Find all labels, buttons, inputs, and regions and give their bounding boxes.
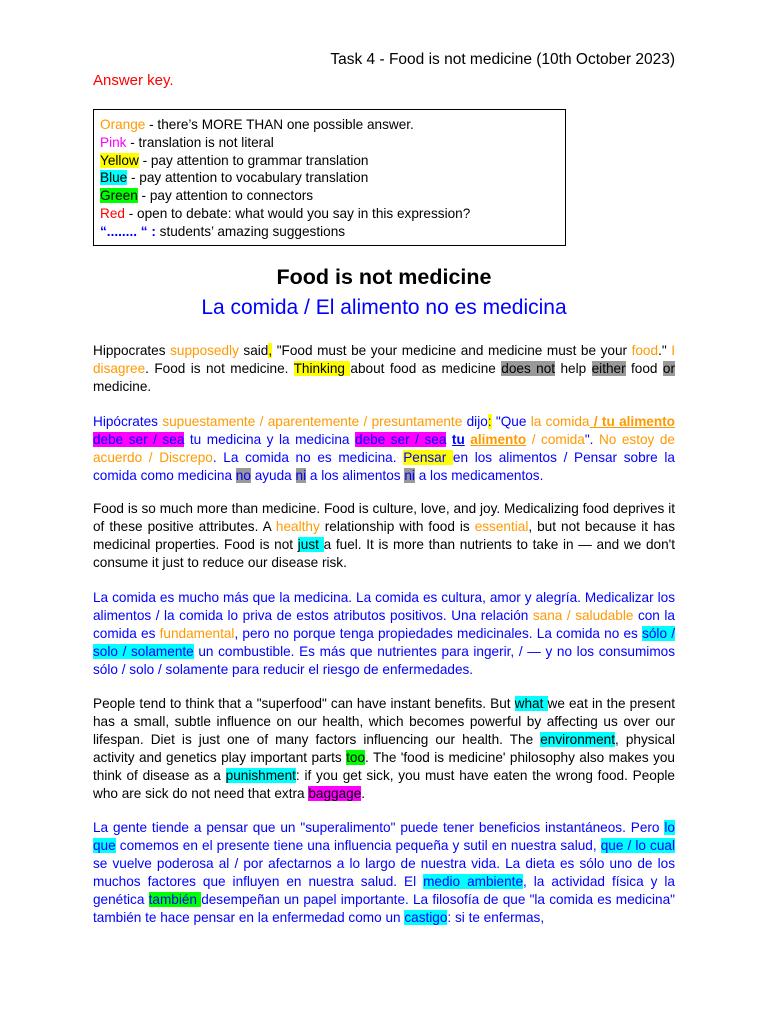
text-run: que / lo cual bbox=[600, 837, 675, 853]
text-run: se vuelve poderosa al / por afectarnos a lo largo de nuestra vida. La dieta es sólo uno de los muchos factores que influyen en nuestra salud. El bbox=[93, 855, 675, 889]
text-run: / tu alimento bbox=[589, 414, 675, 429]
legend-row-suggestions bbox=[100, 223, 559, 241]
text-run: . bbox=[361, 785, 366, 801]
article-title: Food is not medicine bbox=[276, 265, 492, 289]
legend-green-label: Green bbox=[100, 188, 138, 204]
text-run: supuestamente / aparentemente / presuntamente bbox=[162, 414, 463, 429]
text-run: : si te enfermas, bbox=[447, 909, 545, 925]
text-run: , bbox=[268, 343, 273, 358]
legend-row-pink bbox=[100, 134, 559, 152]
legend-red-label: Red bbox=[100, 205, 125, 221]
legend-dots-text: students’ amazing suggestions bbox=[155, 223, 346, 239]
text-run: dijo bbox=[462, 414, 488, 429]
text-run: said bbox=[238, 343, 269, 358]
text-run: . The 'food is medicine' philosophy also makes you think of disease as a bbox=[93, 749, 675, 783]
text-run: La comida es mucho más que la medicina. La comida es cultura, amor y alegría. Medicalizar los alimentos / la comida lo priva de estos atributos positivos. Una relación bbox=[93, 590, 675, 623]
text-run: either bbox=[591, 360, 626, 376]
paragraph-es-2 bbox=[93, 589, 675, 679]
text-run: Pensar bbox=[403, 449, 453, 465]
text-run: Food is so much more than medicine. Food is culture, love, and joy. Medicalizing food deprives it of these positive attributes. A bbox=[93, 501, 675, 534]
text-run: ." bbox=[658, 343, 672, 358]
text-run: just bbox=[297, 536, 324, 552]
legend-yellow-label: Yellow bbox=[100, 152, 139, 168]
legend-pink-label: Pink bbox=[100, 134, 127, 150]
text-run: punishment bbox=[225, 767, 296, 783]
paragraph-en-2 bbox=[93, 500, 675, 572]
text-run: relationship with food is bbox=[319, 518, 475, 534]
legend-red-text: - open to debate: what would you say in this expression? bbox=[124, 205, 471, 221]
text-run: essential bbox=[474, 518, 529, 534]
text-run: castigo bbox=[404, 909, 448, 925]
text-run: / comida bbox=[526, 431, 585, 447]
text-run: I disagree bbox=[93, 343, 675, 376]
text-run: a los alimentos bbox=[306, 467, 405, 483]
text-run: Hipócrates bbox=[93, 414, 163, 429]
text-run: environment bbox=[540, 731, 616, 747]
text-run: does not bbox=[501, 360, 556, 376]
text-run: también bbox=[148, 891, 202, 907]
paragraph-es-3 bbox=[93, 819, 675, 926]
text-run: what bbox=[514, 696, 548, 711]
text-run: fundamental bbox=[159, 625, 235, 641]
text-run: debe ser / sea bbox=[355, 431, 447, 447]
text-run: un combustible. Es más que nutrientes para ingerir, / — y no los consumimos sólo / solo / solamente para reducir el riesgo de enfermedades. bbox=[93, 643, 675, 677]
legend-orange-text: - there’s MORE THAN one possible answer. bbox=[145, 117, 414, 132]
text-run: con la comida es bbox=[93, 607, 675, 641]
text-run: comemos en el presente tiene una influencia pequeña y sutil en nuestra salud, bbox=[115, 837, 601, 853]
text-run: medicine. bbox=[93, 378, 152, 394]
text-run: lo que bbox=[93, 820, 675, 853]
color-legend-box bbox=[93, 109, 566, 246]
paragraph-en-3 bbox=[93, 695, 675, 802]
text-run: , la actividad física y la genética bbox=[93, 873, 675, 907]
text-run: la comida bbox=[530, 414, 590, 429]
legend-blue-text: - pay attention to vocabulary translation bbox=[127, 170, 369, 186]
text-run: help bbox=[555, 360, 592, 376]
article-subtitle: La comida / El alimento no es medicina bbox=[201, 296, 567, 319]
text-run: "Food must be your medicine and medicine must be your bbox=[272, 343, 632, 358]
text-run: supposedly bbox=[170, 343, 239, 358]
text-run: ". bbox=[584, 431, 599, 447]
text-run: a fuel. It is more than nutrients to take in — and we don't consume it just to reduce our disease risk. bbox=[93, 536, 675, 570]
text-run: food bbox=[631, 343, 659, 358]
text-run: , but not because it has medicinal properties. Food is not bbox=[93, 518, 675, 552]
text-run: alimento bbox=[470, 431, 527, 447]
text-run: no bbox=[235, 467, 251, 483]
legend-blue-label: Blue bbox=[100, 170, 128, 186]
text-run: Thinking bbox=[293, 360, 351, 376]
legend-row-red bbox=[100, 205, 559, 223]
text-run: . La comida no es medicina. bbox=[212, 449, 404, 465]
text-run: No estoy de acuerdo / Discrepo bbox=[93, 431, 675, 465]
text-run: sana / saludable bbox=[532, 607, 634, 623]
task-title: Task 4 - Food is not medicine (10th October 2023) bbox=[330, 51, 675, 68]
text-run: ni bbox=[295, 467, 307, 483]
legend-row-yellow bbox=[100, 152, 559, 170]
legend-green-text: - pay attention to connectors bbox=[137, 188, 314, 204]
text-run: "Que bbox=[491, 414, 531, 429]
legend-dots-label: “........ “ : bbox=[100, 223, 156, 239]
text-run: en los alimentos / Pensar sobre la comida como medicina bbox=[93, 449, 675, 483]
text-run: , physical activity and genetics play important parts bbox=[93, 731, 675, 765]
paragraph-es-1 bbox=[93, 413, 675, 485]
paragraph-en-1 bbox=[93, 342, 675, 396]
text-run: : bbox=[487, 414, 492, 429]
text-run: medio ambiente bbox=[423, 873, 524, 889]
text-run: desempeñan un papel importante. La filosofía de que "la comida es medicina" también te hace pensar en la enfermedad como un bbox=[93, 891, 676, 925]
legend-row-orange bbox=[100, 116, 559, 134]
text-run: food bbox=[625, 360, 663, 376]
text-run: , pero no porque tenga propiedades medicinales. La comida no es bbox=[234, 625, 643, 641]
text-run: a los medicamentos. bbox=[414, 467, 544, 483]
text-run: : if you get sick, you must have eaten the wrong food. People who are sick do not need that extra bbox=[93, 767, 675, 801]
legend-orange-label: Orange bbox=[100, 117, 146, 132]
legend-pink-text: - translation is not literal bbox=[126, 134, 274, 150]
text-run: ayuda bbox=[250, 467, 296, 483]
text-run: about food as medicine bbox=[350, 360, 502, 376]
legend-row-blue bbox=[100, 169, 559, 187]
text-run: too bbox=[346, 749, 366, 765]
text-run: People tend to think that a "superfood" can have instant benefits. But bbox=[93, 696, 515, 711]
text-run: tu medicina y la medicina bbox=[184, 431, 356, 447]
legend-yellow-text: - pay attention to grammar translation bbox=[138, 152, 369, 168]
text-run: La gente tiende a pensar que un "superalimento" puede tener beneficios instantáneos. Pero bbox=[93, 820, 665, 835]
text-run: tu bbox=[451, 431, 465, 447]
text-run: baggage bbox=[308, 785, 362, 801]
text-run: we eat in the present has a small, subtle influence on our health, which becomes powerful by affecting us over our lifespan. Diet is just one of many factors influencing our health. The bbox=[93, 696, 676, 747]
text-run: or bbox=[662, 360, 675, 376]
legend-row-green bbox=[100, 187, 559, 205]
text-run: debe ser / sea bbox=[93, 431, 185, 447]
text-run: healthy bbox=[275, 518, 320, 534]
text-run: Hippocrates bbox=[93, 343, 171, 358]
text-run: . Food is not medicine. bbox=[145, 360, 294, 376]
text-run: sólo / solo / solamente bbox=[93, 625, 675, 659]
answer-key-label: Answer key. bbox=[93, 72, 174, 89]
text-run: ni bbox=[404, 467, 415, 483]
